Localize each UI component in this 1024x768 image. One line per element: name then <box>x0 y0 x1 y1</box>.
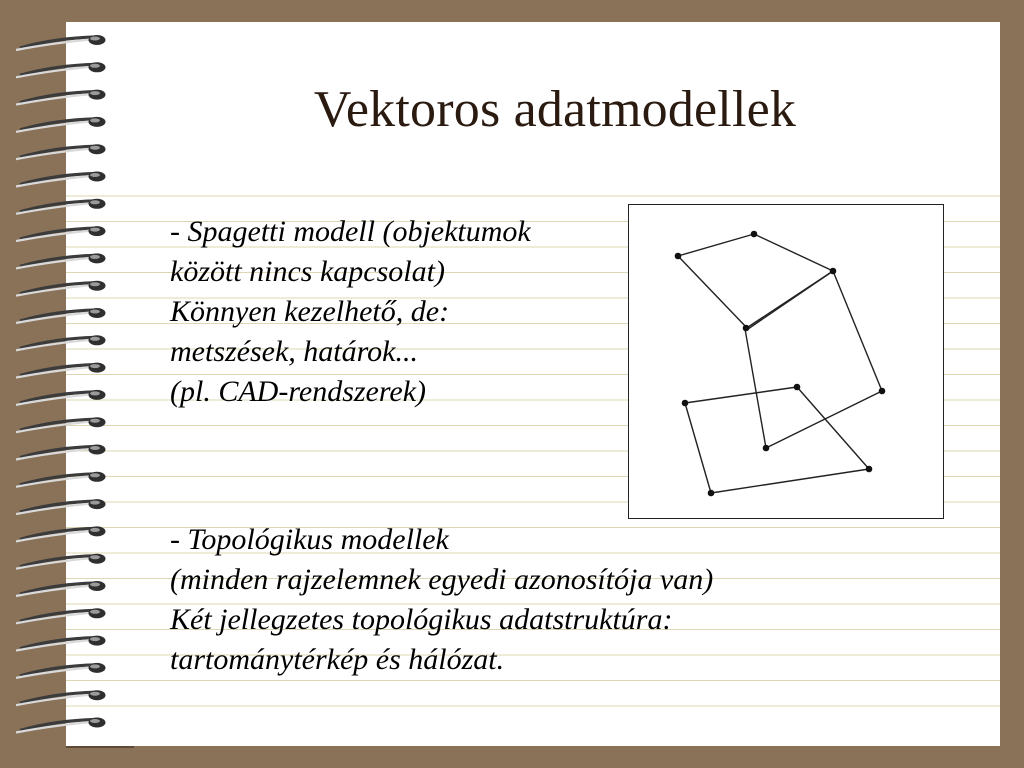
spiral-ring <box>16 144 106 159</box>
text-line-8: Két jellegzetes topológikus adatstruktúra: <box>170 603 673 636</box>
spiral-ring <box>16 690 106 705</box>
spiral-ring <box>16 718 106 733</box>
text-line-6 <box>170 520 713 560</box>
diagram-vertices <box>675 231 886 497</box>
diagram-lines <box>678 234 882 493</box>
spiral-ring <box>16 636 106 651</box>
text-line-6-content: Topológikus modellek <box>187 523 449 556</box>
spiral-ring <box>16 281 106 296</box>
vertex <box>794 384 801 391</box>
long-chain <box>745 271 882 448</box>
spiral-ring <box>16 526 106 541</box>
vertex <box>682 400 689 407</box>
spiral-ring <box>16 199 106 214</box>
spiral-ring <box>16 554 106 569</box>
vertex <box>675 253 682 260</box>
spiral-binding <box>0 0 130 768</box>
spaghetti-polygon-diagram-icon <box>628 204 944 519</box>
diagram-svg <box>629 205 945 520</box>
text-line-2: között nincs kapcsolat) <box>170 255 445 288</box>
vertex <box>830 268 837 275</box>
vertex <box>743 325 750 332</box>
text-line-7: (minden rajzelemnek egyedi azonosítója van) <box>170 563 714 596</box>
spiral-ring <box>16 663 106 678</box>
vertex <box>866 466 873 473</box>
text-line-4: metszések, határok... <box>170 335 418 368</box>
spiral-ring <box>16 363 106 378</box>
spiral-ring <box>16 608 106 623</box>
vertex <box>879 388 886 395</box>
bullet-dash: - <box>170 215 188 248</box>
text-line-3: Könnyen kezelhető, de: <box>170 295 450 328</box>
spiral-ring <box>16 445 106 460</box>
topological-model-text <box>170 520 713 680</box>
spiral-ring <box>16 253 106 268</box>
spiral-ring <box>16 581 106 596</box>
spiral-ring <box>16 308 106 323</box>
spiral-ring <box>16 499 106 514</box>
vertex <box>751 231 758 238</box>
spaghetti-model-text <box>170 212 531 412</box>
spiral-ring <box>16 117 106 132</box>
text-line-5: (pl. CAD-rendszerek) <box>170 375 427 408</box>
lower-quadrilateral <box>685 387 869 493</box>
spiral-ring <box>16 90 106 105</box>
vertex <box>708 490 715 497</box>
spiral-ring <box>16 62 106 77</box>
vertex <box>763 445 770 452</box>
text-line-1 <box>170 212 531 252</box>
spiral-ring <box>16 417 106 432</box>
spiral-ring <box>16 390 106 405</box>
text-line-9: tartománytérkép és hálózat. <box>170 643 505 676</box>
text-line-1-content: Spagetti modell (objektumok <box>187 215 531 248</box>
upper-polygon <box>678 234 833 329</box>
spiral-ring <box>16 226 106 241</box>
spiral-ring <box>16 35 106 50</box>
spiral-ring <box>16 472 106 487</box>
upper-shared-edge <box>748 271 833 329</box>
bullet-dash: - <box>170 523 188 556</box>
slide-title: Vektoros adatmodellek <box>313 81 797 138</box>
spiral-ring <box>16 335 106 350</box>
spiral-ring <box>16 172 106 187</box>
